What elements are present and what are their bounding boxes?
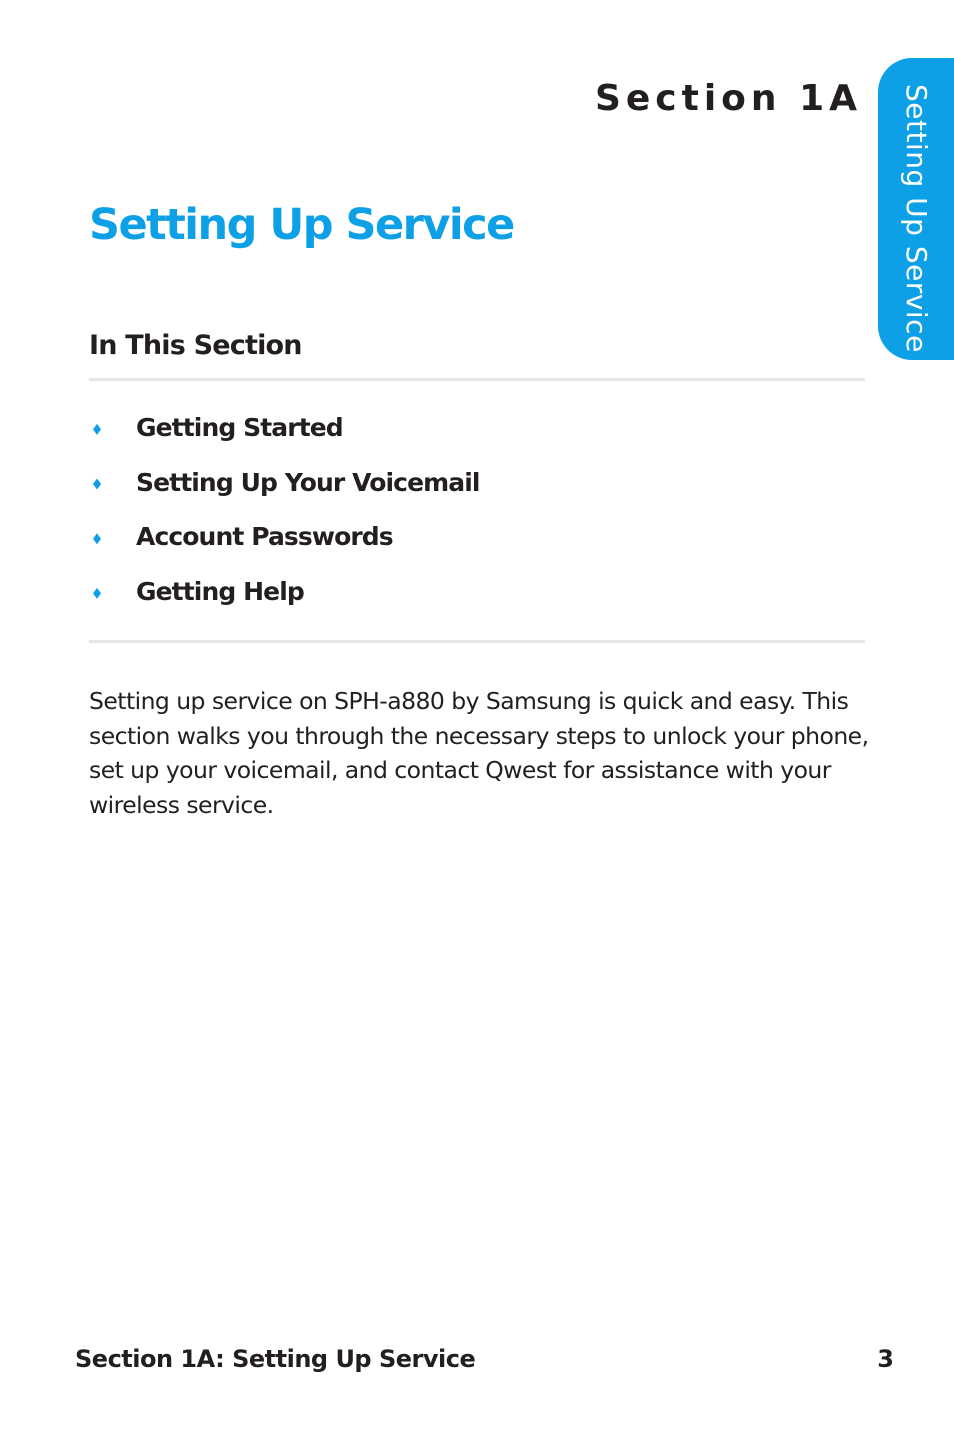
intro-paragraph: Setting up service on SPH-a880 by Samsung is quick and easy. This section walks you through the necessary steps to unlock your phone, set up your voicemail, and contact Qwest for assistance with your wireless service. <box>89 687 869 820</box>
section-label: Section 1A <box>594 78 862 119</box>
in-this-section-heading: In This Section <box>89 330 302 361</box>
diamond-bullet-icon <box>93 479 101 490</box>
toc-list <box>89 400 480 619</box>
toc-item-getting-help <box>89 564 480 619</box>
diamond-bullet-icon <box>93 424 101 435</box>
footer-section-title: Section 1A: Setting Up Service <box>75 1345 476 1373</box>
diamond-bullet-icon <box>93 588 101 599</box>
toc-item-label: Getting Help <box>136 576 304 606</box>
side-tab-label: Setting Up Service <box>900 84 933 353</box>
toc-item-label: Setting Up Your Voicemail <box>136 467 480 497</box>
toc-item-label: Account Passwords <box>136 522 393 552</box>
toc-item-setting-up-voicemail <box>89 455 480 510</box>
toc-item-getting-started <box>89 400 480 455</box>
bottom-divider <box>89 640 865 643</box>
top-divider <box>89 378 865 381</box>
page-title: Setting Up Service <box>89 200 514 250</box>
toc-item-account-passwords <box>89 509 480 564</box>
page-number: 3 <box>877 1345 894 1373</box>
diamond-bullet-icon <box>93 533 101 544</box>
toc-item-label: Getting Started <box>136 412 343 442</box>
